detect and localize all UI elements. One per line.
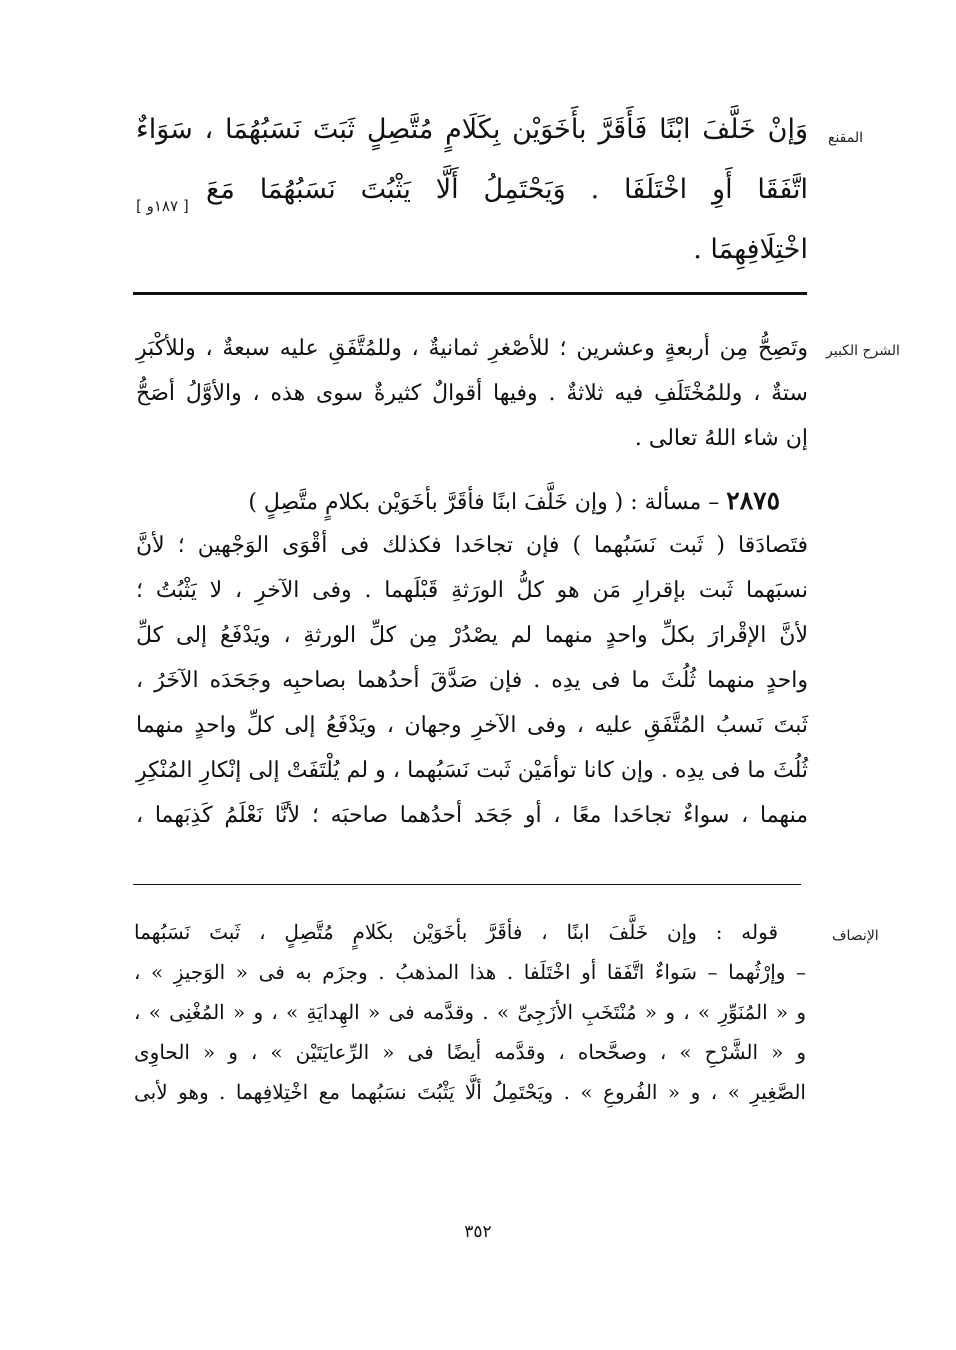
insaf-line: – وإرْثُهما – سَواءٌ اتَّفَقا أو اخْتَلَفا . هذا المذهبُ . وجزَم به فى « الوَجيزِ » ، (134, 960, 806, 984)
issue-line: ثُلُثَ ما فى يدِه . وإن كانا توأمَيْن ثَبت نَسَبُهما ، و لم يُلْتَفَتْ إلى إنْكارِ المُنْكِرِ (136, 758, 808, 783)
sharh-line: إن شاء اللهُ تعالى . (634, 426, 808, 451)
section-divider (133, 292, 807, 295)
issue-line: ثَبتَ نَسبُ المُتَّفَقِ عليه ، وفى الآخرِ وجهان ، ويَدْفَعُ إلى كلِّ واحدٍ منهما (136, 713, 808, 738)
sharh-label: الشرح الكبير (826, 343, 900, 359)
muqni-text (136, 100, 808, 280)
issue-line: نسبَهما ثَبت بإقرارِ مَن هو كلُّ الورَثةِ قَبْلَهما . وفى الآخرِ ، لا يَثْبُتُ ؛ (136, 578, 808, 603)
muqni-line: وَإنْ خَلَّفَ ابْنًا فَأَقَرَّ بأَخَوَيْن بِكَلَامٍ مُتَّصِلٍ ثَبَتَ نَسَبُهُمَا ، سَوَاءٌ (136, 114, 808, 145)
muqni-line: اتَّفَقَا أَوِ اخْتَلَفَا . وَيَحْتَمِلُ أَلَّا يَثْبُتَ نَسَبُهُمَا مَعَ (206, 174, 808, 205)
issue-line: لأنَّ الإقْرارَ بكلِّ واحدٍ منهما لم يصْدُرْ مِن كلِّ الورثةِ ، ويَدْفَعُ إلى كلِّ (136, 623, 808, 648)
issue-line: – مسألة : ( وإن خَلَّفَ ابنًا فأقَرَّ بأخَوَيْن بكلامٍ متَّصِلٍ ) (248, 490, 720, 515)
insaf-line: و « المُنَوِّرِ » ، و « مُنْتَخَبِ الأزَجِىِّ » . وقدَّمه فى « الهِدايَةِ » ، و « المُغْنِى » ، (134, 1000, 806, 1024)
muqni-line: اخْتِلَافِهِمَا . (693, 234, 808, 265)
insaf-line: قوله : وإن خَلَّفَ ابنًا ، فأقَرَّ بأخَوَيْن بكَلامٍ مُتَّصِلٍ ، ثَبتَ نَسَبُهما (134, 920, 778, 944)
page-number: ٣٥٢ (464, 1222, 492, 1242)
muqni-label: المقنع (828, 130, 864, 146)
issue-line: فتَصادَقا ( ثَبت نَسَبُهما ) فإن تجاحَدا فكذلك فى أقْوَى الوَجْهين ؛ لأنَّ (136, 533, 808, 558)
issue-text (136, 478, 808, 838)
insaf-text (134, 912, 806, 1112)
issue-line: واحدٍ منهما ثُلُثَ ما فى يدِه . فإن صَدَّقَ أحدُهما بصاحبِه وجَحَدَه الآخَرُ ، (136, 668, 808, 693)
footnote-divider (133, 884, 801, 885)
insaf-line: الصَّغِيرِ » ، و « الفُروعِ » . ويَحْتَمِلُ ألَّا يَثْبُتَ نسَبُهما مع اخْتِلافِهما . وهو لأبى (134, 1080, 806, 1104)
sharh-line: وتَصِحُّ مِن أربعةٍ وعشرين ؛ للأصْغرِ ثمانيةٌ ، وللمُتَّفَقِ عليه سبعةٌ ، وللأكْبَرِ (136, 336, 808, 361)
sharh-text (136, 326, 808, 461)
issue-heading (136, 478, 808, 523)
issue-line: منهما ، سواءٌ تجاحَدا معًا ، أو جَحَد أحدُهما صاحبَه ؛ لأنَّا نَعْلَمُ كَذِبَهما ، (136, 803, 808, 828)
issue-number: ٢٨٧٥ (726, 486, 780, 515)
insaf-label: الإنصاف (832, 928, 879, 944)
sharh-line: ستةٌ ، وللمُخْتَلَفِ فيه ثلاثةٌ . وفيها أقوالٌ كثيرةٌ سوى هذه ، والأوَّلُ أصَحُّ (136, 381, 808, 406)
insaf-line: و « الشَّرْحِ » ، وصحَّحاه ، وقدَّمه أيضًا فى « الرِّعايَتَيْن » ، و « الحاوِى (134, 1040, 806, 1064)
folio-reference: [ ١٨٧و ] (136, 197, 189, 215)
